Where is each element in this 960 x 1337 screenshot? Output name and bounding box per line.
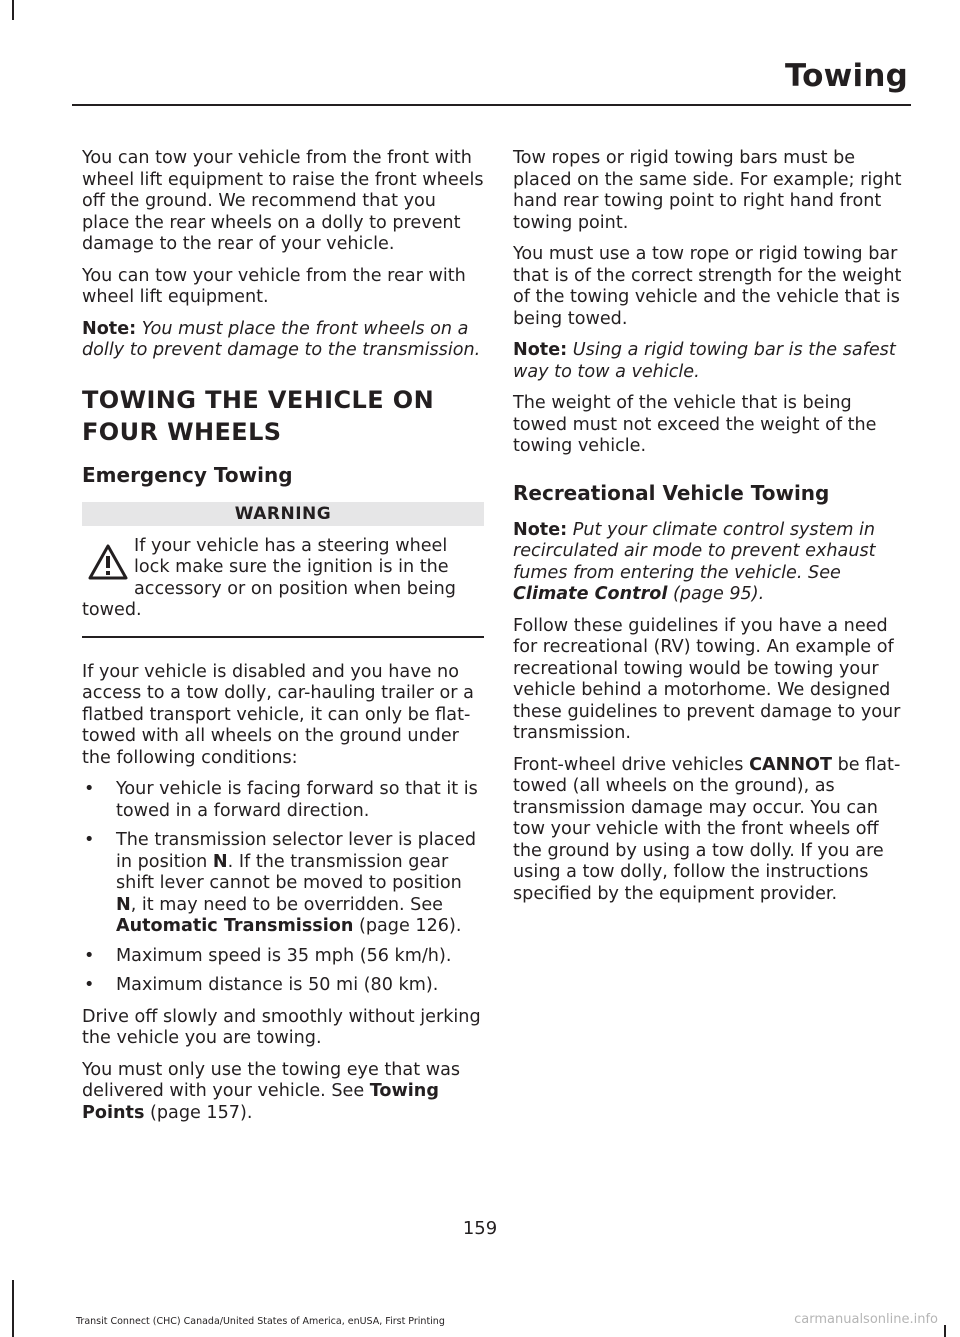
text-run: You must only use the towing eye that was delivered with your vehicle. See bbox=[82, 1059, 461, 1101]
bullet: • bbox=[84, 779, 95, 799]
warning-box bbox=[82, 536, 484, 622]
paragraph-rear-tow: You can tow your vehicle from the rear with wheel lift equipment. bbox=[82, 265, 466, 307]
conditions-list bbox=[82, 779, 484, 997]
emphasis-cannot: CANNOT bbox=[749, 754, 832, 775]
header-rule bbox=[72, 104, 911, 106]
gear-position-n: N bbox=[116, 894, 131, 915]
subheading-emergency-towing: Emergency Towing bbox=[82, 462, 293, 487]
text-run: , it may need to be overridden. See bbox=[130, 894, 443, 915]
paragraph-drive-slowly: Drive off slowly and smoothly without jerking the vehicle you are towing. bbox=[82, 1006, 481, 1048]
page-reference: (page 95). bbox=[667, 584, 765, 604]
right-column bbox=[513, 148, 909, 915]
list-item-text: Maximum distance is 50 mi (80 km). bbox=[116, 975, 439, 995]
bullet: • bbox=[84, 830, 95, 850]
page-reference: (page 126). bbox=[353, 916, 462, 936]
note-label: Note: bbox=[513, 519, 568, 540]
text-run: The transmission selector lever is placed in position bbox=[116, 830, 477, 872]
note-text: Using a rigid towing bar is the safest way to tow a vehicle. bbox=[513, 340, 896, 382]
page-reference: (page 157). bbox=[144, 1102, 253, 1123]
note-label: Note: bbox=[82, 318, 137, 339]
warning-triangle-icon bbox=[88, 544, 128, 580]
paragraph-rv-guidelines: Follow these guidelines if you have a need for recreational (RV) towing. An example of recreational towing would be towing your vehicle behind a motorhome. We designed these guidelines to prevent damage to your transmission. bbox=[513, 615, 901, 743]
watermark: carmanualsonline.info bbox=[794, 1312, 938, 1327]
note-climate-control bbox=[513, 520, 909, 606]
crop-mark-top-left bbox=[12, 0, 14, 20]
paragraph-weight: The weight of the vehicle that is being towed must not exceed the weight of the towing vehicle. bbox=[513, 393, 877, 456]
list-item-text: Your vehicle is facing forward so that it is towed in a forward direction. bbox=[116, 779, 478, 821]
cross-reference-link[interactable]: Towing Points bbox=[82, 1081, 439, 1123]
note-text: You must place the front wheels on a dolly to prevent damage to the transmission. bbox=[82, 318, 481, 360]
page-title: Towing bbox=[784, 58, 908, 94]
text-run: Front-wheel drive vehicles bbox=[513, 754, 750, 775]
paragraph-towing-eye bbox=[82, 1060, 484, 1125]
paragraph-front-tow: You can tow your vehicle from the front with wheel lift equipment to raise the front wheels off the ground. We recommend that you place the rear wheels on a dolly to prevent damage to the rear of your vehicle. bbox=[82, 148, 484, 254]
list-item bbox=[82, 779, 484, 822]
text-run: . If the transmission gear shift lever cannot be moved to position bbox=[116, 851, 462, 893]
footer-text: Transit Connect (CHC) Canada/United States of America, enUSA, First Printing bbox=[76, 1316, 445, 1327]
cross-reference-link[interactable]: Climate Control bbox=[513, 584, 668, 604]
paragraph-fwd-vehicles bbox=[513, 755, 909, 906]
note-text: Put your climate control system in recirculated air mode to prevent exhaust fumes from entering the vehicle. See bbox=[513, 519, 876, 583]
bullet: • bbox=[84, 975, 95, 995]
warning-divider bbox=[82, 636, 484, 638]
paragraph-rope-strength: You must use a tow rope or rigid towing bar that is of the correct strength for the weight of the towing vehicle and the vehicle that is being towed. bbox=[513, 244, 902, 329]
text-run: be flat-towed (all wheels on the ground), as transmission damage may occur. You can tow your vehicle with the front wheels off the ground by using a tow dolly. If you are using a tow dolly, follow the instructions specified by the equipment provider. bbox=[513, 754, 901, 904]
crop-mark-bottom-right bbox=[944, 1325, 946, 1337]
bullet: • bbox=[84, 945, 95, 966]
paragraph-conditions: If your vehicle is disabled and you have no access to a tow dolly, car-hauling trailer or a flatbed transport vehicle, it can only be flat-towed with all wheels on the ground under the following conditions: bbox=[82, 661, 474, 768]
note-rigid-bar bbox=[513, 340, 909, 383]
gear-position-n: N bbox=[212, 851, 228, 872]
page-number: 159 bbox=[462, 1218, 498, 1239]
list-item-text bbox=[116, 830, 476, 936]
section-heading bbox=[82, 384, 484, 448]
cross-reference-link[interactable]: Automatic Transmission bbox=[116, 916, 354, 936]
warning-text: If your vehicle has a steering wheel lock make sure the ignition is in the accessory or on position when being towed. bbox=[82, 535, 456, 620]
paragraph-tow-ropes: Tow ropes or rigid towing bars must be placed on the same side. For example; right hand rear towing point to right hand front towing point. bbox=[513, 148, 902, 233]
list-item bbox=[82, 946, 484, 968]
note-front-wheels bbox=[82, 319, 484, 362]
list-item-text: Maximum speed is 35 mph (56 km/h). bbox=[116, 945, 452, 966]
subheading-rv-towing: Recreational Vehicle Towing bbox=[513, 480, 830, 505]
list-item bbox=[82, 975, 484, 997]
left-column bbox=[82, 148, 484, 1134]
warning-header: WARNING bbox=[82, 502, 484, 526]
section-heading-line1: TOWING THE VEHICLE ON bbox=[82, 385, 435, 414]
list-item bbox=[82, 830, 484, 938]
note-label: Note: bbox=[513, 340, 568, 360]
crop-mark-bottom-left bbox=[12, 1280, 14, 1337]
section-heading-line2: FOUR WHEELS bbox=[82, 417, 282, 446]
